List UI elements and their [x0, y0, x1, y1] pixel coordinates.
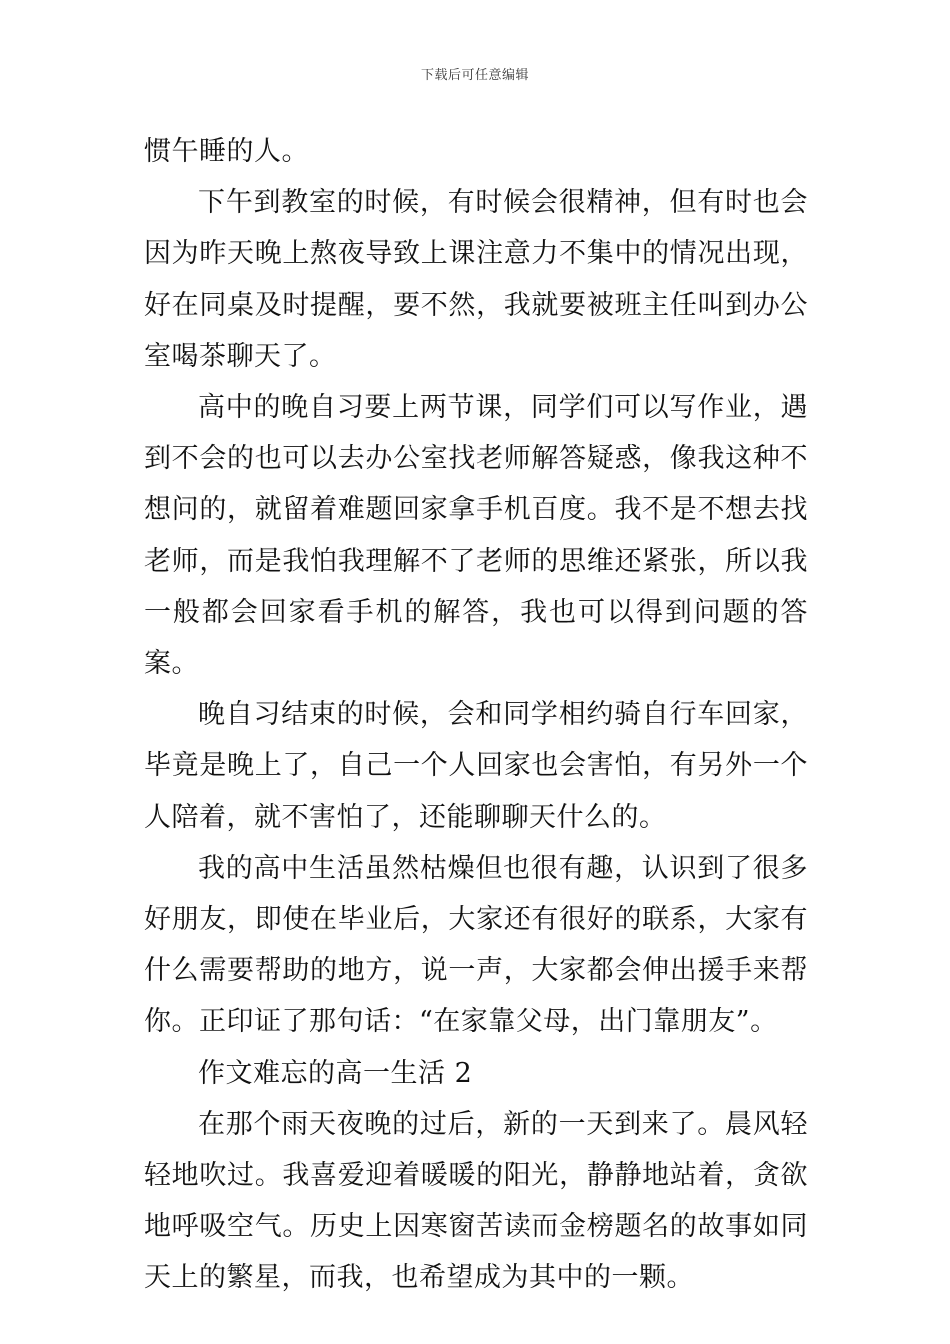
header-note: 下载后可任意编辑: [420, 68, 529, 83]
paragraph: 我的高中生活虽然枯燥但也很有趣，认识到了很多好朋友，即使在毕业后，大家还有很好的联系，大家有什么需要帮助的地方，说一声，大家都会伸出援手来帮你。正印证了那句话：“在家靠父母，出门靠朋友”。: [144, 852, 808, 1038]
section-heading: 作文难忘的高一生活 2: [198, 1057, 473, 1089]
paragraph: 晚自习结束的时候，会和同学相约骑自行车回家，毕竟是晚上了，自己一个人回家也会害怕，有另外一个人陪着，就不害怕了，还能聊聊天什么的。: [144, 699, 808, 833]
paragraph: 下午到教室的时候，有时候会很精神，但有时也会因为昨天晚上熬夜导致上课注意力不集中的情况出现，好在同桌及时提醒，要不然，我就要被班主任叫到办公室喝茶聊天了。: [144, 187, 808, 372]
paragraph: 在那个雨天夜晚的过后，新的一天到来了。晨风轻轻地吹过。我喜爱迎着暖暖的阳光，静静地站着，贪欲地呼吸空气。历史上因寒窗苦读而金榜题名的故事如同天上的繁星，而我，也希望成为其中的一颗。: [144, 1108, 808, 1294]
document-body: [144, 126, 808, 1304]
paragraph: 高中的晚自习要上两节课，同学们可以写作业，遇到不会的也可以去办公室找老师解答疑惑，像我这种不想问的，就留着难题回家拿手机百度。我不是不想去找老师，而是我怕我理解不了老师的思维还紧张，所以我一般都会回家看手机的解答，我也可以得到问题的答案。: [144, 392, 808, 680]
paragraph-continuation: 惯午睡的人。: [144, 136, 309, 167]
